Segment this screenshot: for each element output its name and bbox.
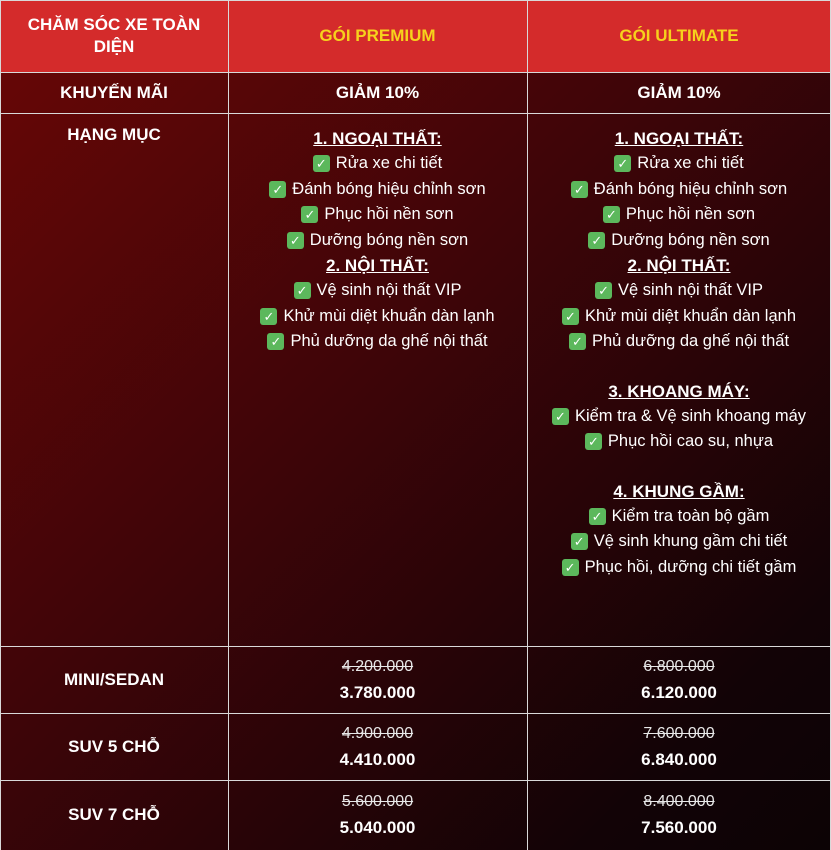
check-mark-icon: ✓ bbox=[294, 282, 311, 299]
list-item bbox=[569, 329, 789, 355]
premium-price-mini-sedan bbox=[228, 646, 527, 713]
list-item-text: Kiểm tra toàn bộ gầm bbox=[611, 506, 770, 525]
promo-ultimate-text: GIẢM 10% bbox=[637, 82, 721, 102]
list-item bbox=[614, 151, 743, 177]
header-ultimate bbox=[527, 0, 831, 72]
list-item bbox=[260, 304, 494, 330]
grid-line bbox=[0, 646, 831, 647]
vehicle-label-suv-7 bbox=[0, 780, 228, 850]
old-price: 8.400.000 bbox=[643, 793, 715, 810]
grid-line bbox=[228, 0, 229, 850]
list-item bbox=[588, 228, 769, 254]
check-mark-icon: ✓ bbox=[313, 155, 330, 172]
list-item-text: Phục hồi nền sơn bbox=[324, 205, 454, 223]
vehicle-label-mini-sedan bbox=[0, 646, 228, 713]
list-item bbox=[287, 228, 468, 254]
list-item bbox=[301, 202, 453, 228]
ultimate-price-suv-5 bbox=[527, 713, 831, 780]
new-price: 5.040.000 bbox=[339, 818, 416, 837]
grid-line bbox=[0, 780, 831, 781]
list-item-text: Phục hồi, dưỡng chi tiết gầm bbox=[584, 557, 797, 576]
vehicle-label-text: MINI/SEDAN bbox=[63, 669, 165, 689]
category-section bbox=[562, 479, 797, 581]
list-item-text: Phục hồi cao su, nhựa bbox=[607, 432, 774, 450]
list-item-text: Vệ sinh nội thất VIP bbox=[618, 281, 763, 299]
list-item bbox=[585, 429, 773, 455]
new-price: 6.840.000 bbox=[641, 749, 717, 769]
header-service-title-text: CHĂM SÓC XE TOÀN DIỆN bbox=[27, 15, 201, 56]
list-item-text: Khử mùi diệt khuẩn dàn lạnh bbox=[283, 306, 495, 325]
ultimate-items bbox=[527, 113, 831, 646]
list-item bbox=[595, 278, 763, 304]
check-mark-icon: ✓ bbox=[562, 559, 579, 576]
list-item-text: Dưỡng bóng nền sơn bbox=[309, 230, 469, 249]
old-price: 4.200.000 bbox=[341, 657, 414, 675]
section-title: 4. KHUNG GẦM: bbox=[613, 481, 745, 501]
check-mark-icon: ✓ bbox=[595, 282, 612, 299]
list-item-text: Đánh bóng hiệu chỉnh sơn bbox=[292, 179, 486, 198]
old-price: 7.600.000 bbox=[643, 724, 715, 742]
ultimate-price-suv-7 bbox=[527, 780, 831, 850]
check-mark-icon: ✓ bbox=[267, 333, 284, 350]
check-mark-icon: ✓ bbox=[301, 206, 318, 223]
section-title: 3. KHOANG MÁY: bbox=[608, 381, 750, 401]
check-mark-icon: ✓ bbox=[287, 232, 304, 249]
new-price: 3.780.000 bbox=[339, 682, 416, 702]
list-item bbox=[269, 177, 485, 203]
list-item-text: Vệ sinh nội thất VIP bbox=[316, 281, 462, 299]
list-item-text: Khử mùi diệt khuẩn dàn lạnh bbox=[584, 306, 797, 325]
vehicle-label-text: SUV 7 CHỖ bbox=[68, 805, 160, 824]
check-mark-icon: ✓ bbox=[603, 206, 620, 223]
section-title: 2. NỘI THẤT: bbox=[627, 256, 731, 275]
promo-label bbox=[0, 72, 228, 113]
check-mark-icon: ✓ bbox=[589, 508, 606, 525]
check-mark-icon: ✓ bbox=[571, 181, 588, 198]
category-label bbox=[0, 113, 228, 646]
grid-line bbox=[0, 72, 831, 73]
list-item-text: Kiểm tra & Vệ sinh khoang máy bbox=[574, 406, 807, 425]
header-premium bbox=[228, 0, 527, 72]
check-mark-icon: ✓ bbox=[614, 155, 631, 172]
list-item-text: Phủ dưỡng da ghế nội thất bbox=[290, 332, 488, 350]
section-title: 1. NGOẠI THẤT: bbox=[614, 129, 744, 148]
check-mark-icon: ✓ bbox=[562, 308, 579, 325]
vehicle-label-suv-5 bbox=[0, 713, 228, 780]
list-item bbox=[589, 504, 770, 530]
grid-line bbox=[0, 0, 1, 850]
vehicle-label-text: SUV 5 CHỖ bbox=[68, 736, 160, 756]
list-item-text: Dưỡng bóng nền sơn bbox=[611, 230, 770, 249]
list-item bbox=[313, 151, 442, 177]
category-section bbox=[260, 253, 494, 355]
old-price: 4.900.000 bbox=[341, 724, 414, 742]
premium-items bbox=[228, 113, 527, 646]
check-mark-icon: ✓ bbox=[585, 433, 602, 450]
promo-premium-text: GIẢM 10% bbox=[335, 82, 420, 102]
check-mark-icon: ✓ bbox=[269, 181, 286, 198]
ultimate-price-mini-sedan bbox=[527, 646, 831, 713]
category-section bbox=[269, 126, 485, 253]
premium-price-suv-7 bbox=[228, 780, 527, 850]
category-section bbox=[571, 126, 787, 253]
list-item bbox=[294, 278, 462, 304]
check-mark-icon: ✓ bbox=[571, 533, 588, 550]
list-item bbox=[603, 202, 755, 228]
check-mark-icon: ✓ bbox=[569, 333, 586, 350]
new-price: 7.560.000 bbox=[641, 818, 717, 837]
grid-line bbox=[527, 0, 528, 850]
promo-label-text: KHUYẾN MÃI bbox=[60, 82, 168, 102]
section-title: 2. NỘI THẤT: bbox=[326, 256, 429, 275]
grid-line bbox=[0, 0, 831, 1]
section-title: 1. NGOẠI THẤT: bbox=[313, 129, 442, 148]
header-ultimate-text: GÓI ULTIMATE bbox=[619, 26, 739, 45]
grid-line bbox=[0, 713, 831, 714]
list-item bbox=[552, 404, 806, 430]
list-item-text: Phục hồi nền sơn bbox=[625, 205, 756, 223]
premium-price-suv-5 bbox=[228, 713, 527, 780]
check-mark-icon: ✓ bbox=[260, 308, 277, 325]
list-item-text: Đánh bóng hiệu chỉnh sơn bbox=[593, 179, 788, 198]
header-premium-text: GÓI PREMIUM bbox=[319, 26, 436, 45]
promo-ultimate bbox=[527, 72, 831, 113]
category-section bbox=[552, 379, 806, 455]
list-item bbox=[562, 304, 796, 330]
list-item-text: Vệ sinh khung gầm chi tiết bbox=[593, 532, 788, 550]
list-item bbox=[562, 555, 797, 581]
list-item bbox=[571, 529, 788, 555]
list-item bbox=[571, 177, 787, 203]
check-mark-icon: ✓ bbox=[588, 232, 605, 249]
promo-premium bbox=[228, 72, 527, 113]
old-price: 5.600.000 bbox=[341, 793, 414, 810]
list-item bbox=[267, 329, 487, 355]
new-price: 6.120.000 bbox=[641, 682, 717, 702]
list-item-text: Rửa xe chi tiết bbox=[335, 154, 443, 172]
new-price: 4.410.000 bbox=[339, 749, 416, 769]
category-label-text: HẠNG MỤC bbox=[67, 125, 161, 144]
check-mark-icon: ✓ bbox=[552, 408, 569, 425]
old-price: 6.800.000 bbox=[643, 657, 715, 675]
category-section bbox=[562, 253, 796, 355]
list-item-text: Phủ dưỡng da ghế nội thất bbox=[591, 332, 790, 350]
grid-line bbox=[0, 113, 831, 114]
header-service-title bbox=[0, 0, 228, 72]
list-item-text: Rửa xe chi tiết bbox=[637, 154, 744, 172]
